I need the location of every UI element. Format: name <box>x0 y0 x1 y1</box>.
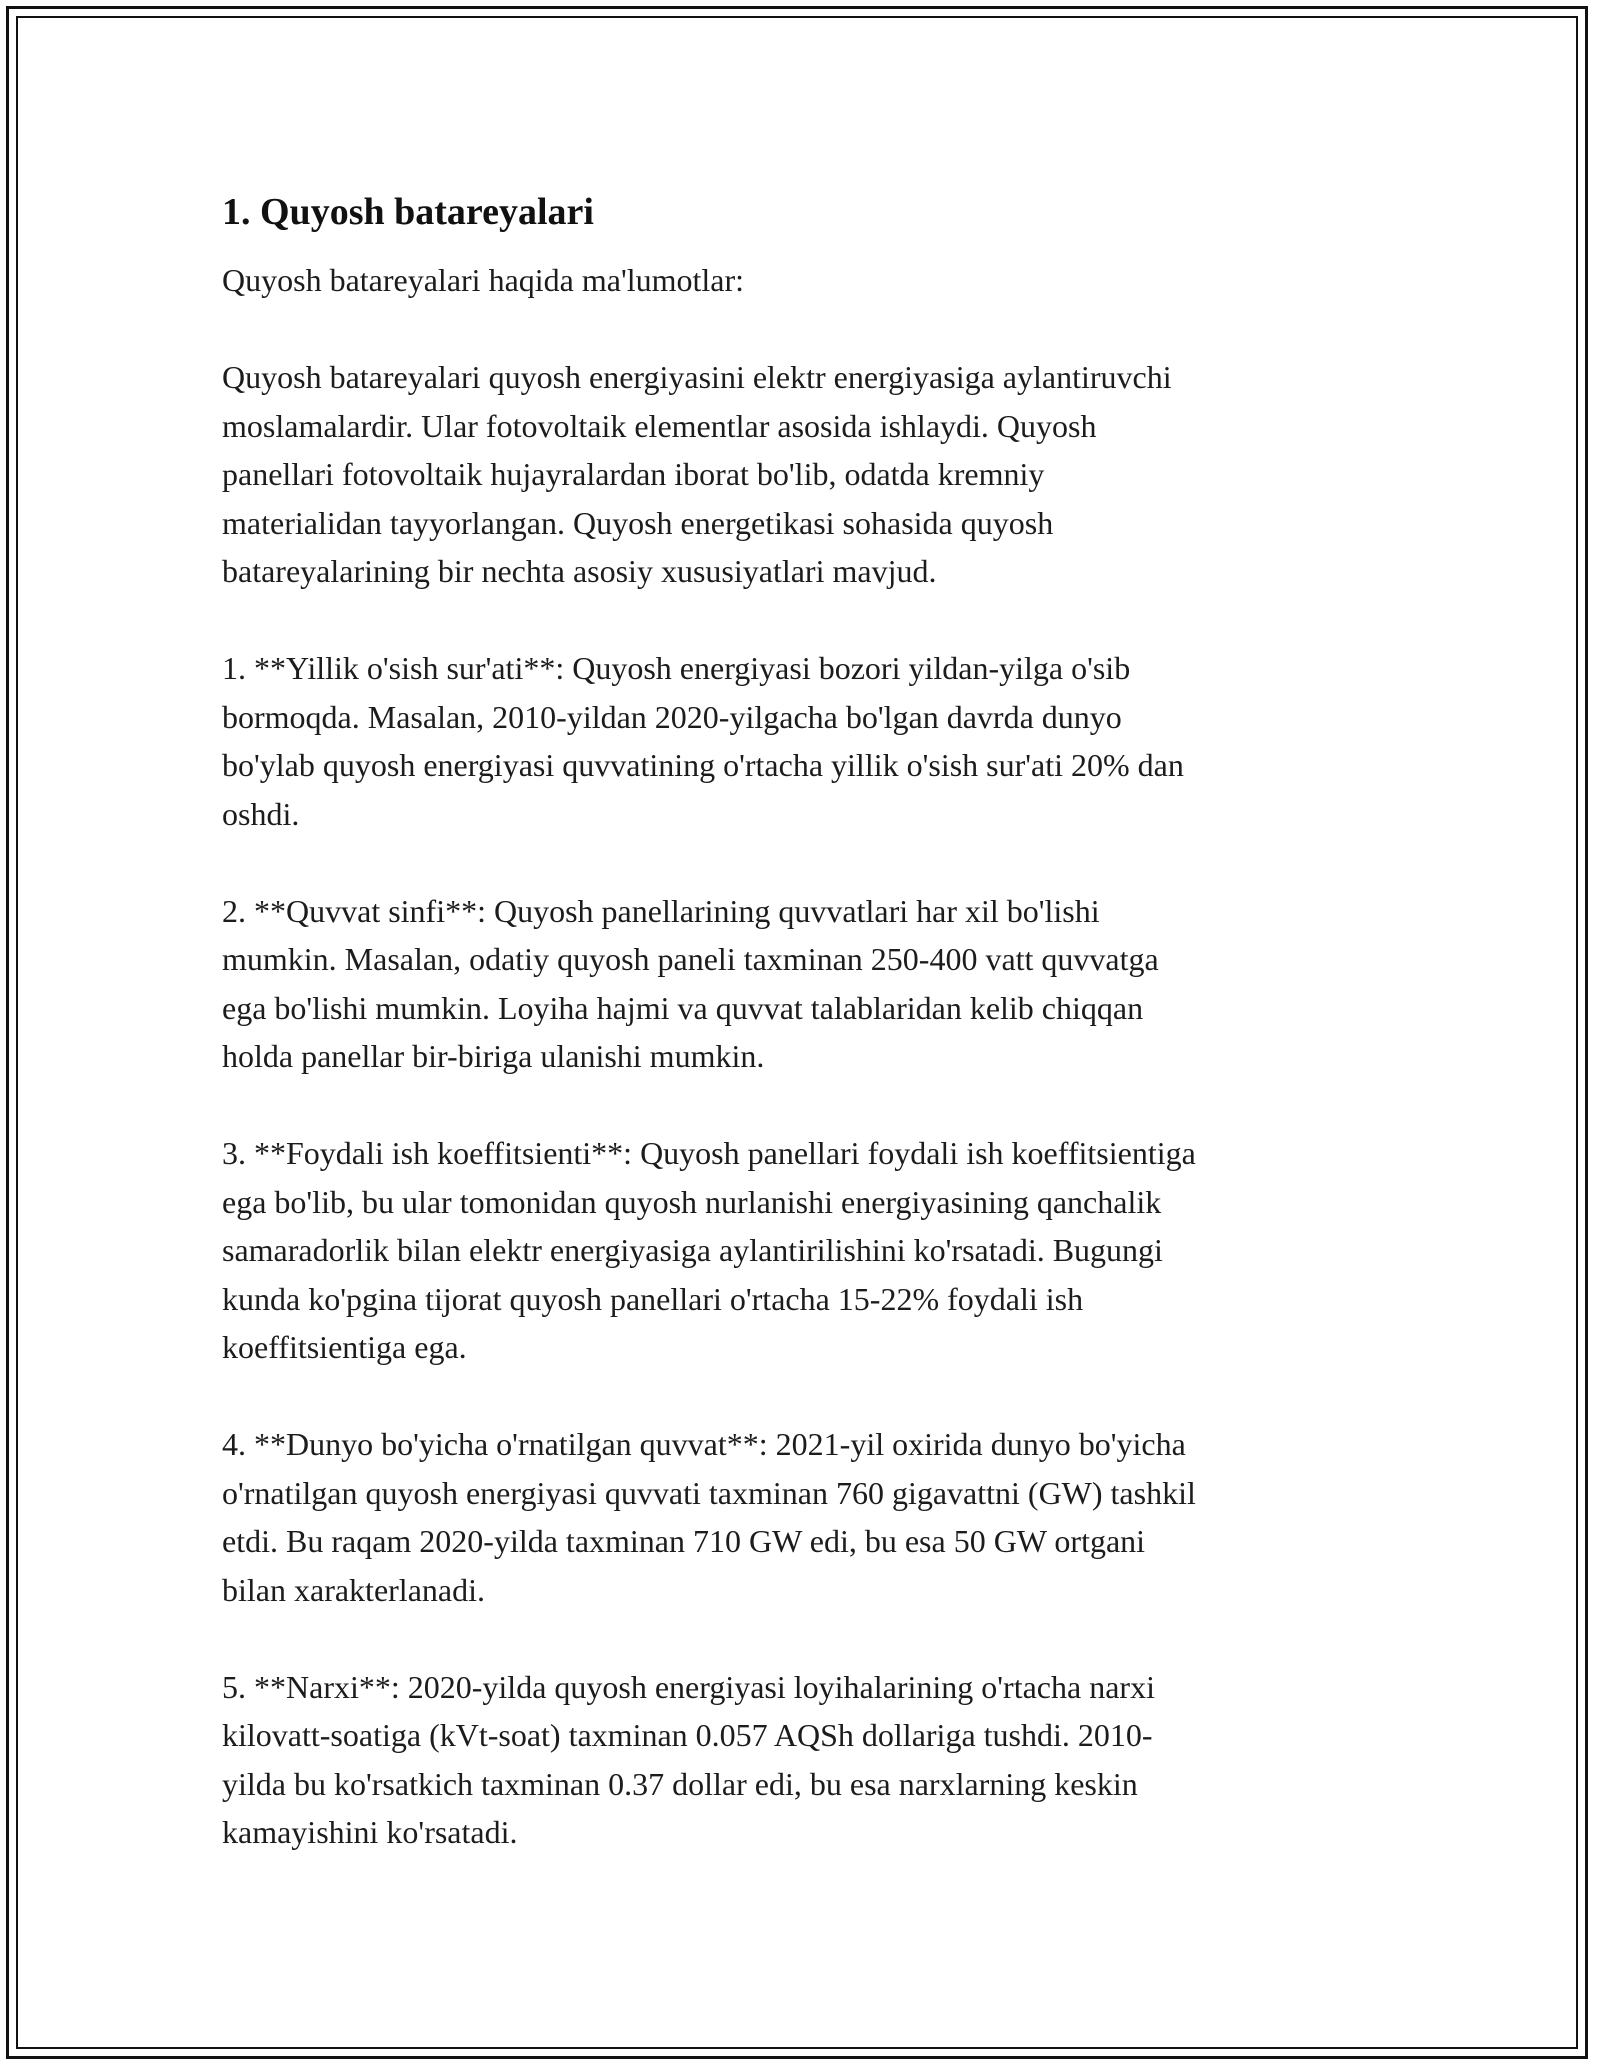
item-power-class: 2. **Quvvat sinfi**: Quyosh panellarining quvvatlari har xil bo'lishi mumkin. Masalan, odatiy quyosh paneli taxminan 250-400 vatt quvvatga ega bo'lishi mumkin. Loyiha hajmi va quvvat talablaridan kelib chiqqan holda panellar bir-biriga ulanishi mumkin. <box>222 892 1159 1074</box>
document-body <box>222 188 1372 1905</box>
description-paragraph: Quyosh batareyalari quyosh energiyasini elektr energiyasiga aylantiruvchi moslamalardir. Ular fotovoltaik elementlar asosida ishlaydi. Quyosh panellari fotovoltaik hujayralardan iborat bo'lib, odatda kremniy materialidan tayyorlangan. Quyosh energetikasi sohasida quyosh batareyalarining bir nechta asosiy xususiyatlari mavjud. <box>222 359 1172 589</box>
intro-text: Quyosh batareyalari haqida ma'lumotlar: <box>222 262 745 298</box>
document-title: 1. Quyosh batareyalari <box>222 191 594 233</box>
item-growth-rate: 1. **Yillik o'sish sur'ati**: Quyosh energiyasi bozori yildan-yilga o'sib bormoqda. Masalan, 2010-yildan 2020-yilgacha bo'lgan davrda dunyo bo'ylab quyosh energiyasi quvvatining o'rtacha yillik o'sish sur'ati 20% dan oshdi. <box>222 650 1184 832</box>
item-installed-capacity: 4. **Dunyo bo'yicha o'rnatilgan quvvat**: 2021-yil oxirida dunyo bo'yicha o'rnatilgan quyosh energiyasi quvvati taxminan 760 gigavattni (GW) tashkil etdi. Bu raqam 2020-yilda taxminan 710 GW edi, bu esa 50 GW ortgani bilan xarakterlanadi. <box>222 1426 1196 1608</box>
item-price: 5. **Narxi**: 2020-yilda quyosh energiyasi loyihalarining o'rtacha narxi kilovatt-soatiga (kVt-soat) taxminan 0.057 AQSh dollariga tushdi. 2010- yilda bu ko'rsatkich taxminan 0.37 dollar edi, bu esa narxlarning keskin kamayishini ko'rsatadi. <box>222 1668 1155 1850</box>
item-efficiency: 3. **Foydali ish koeffitsienti**: Quyosh panellari foydali ish koeffitsientiga ega bo'lib, bu ular tomonidan quyosh nurlanishi energiyasining qanchalik samaradorlik bilan elektr energiyasiga aylantirilishini ko'rsatadi. Bugungi kunda ko'pgina tijorat quyosh panellari o'rtacha 15-22% foydali ish koeffitsientiga ega. <box>222 1135 1196 1365</box>
